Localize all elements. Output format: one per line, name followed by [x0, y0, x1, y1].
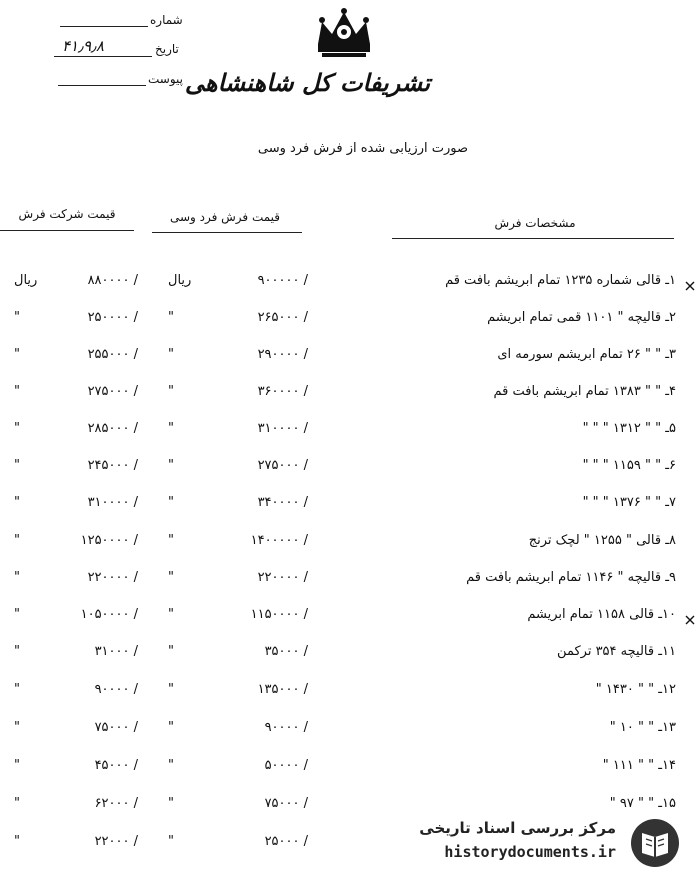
archive-book-logo-icon — [628, 817, 682, 869]
carpet-description: ۸ـ قالی " ۱۲۵۵ " لچک ترنج — [528, 533, 676, 548]
company-unit: " — [14, 607, 20, 622]
carpet-description: ۱۲ـ " " ۱۴۳۰ " — [595, 682, 676, 697]
header-specs: مشخصات فرش — [494, 216, 576, 230]
header-ferdowsi-price: قیمت فرش فرد وسی — [169, 210, 281, 224]
table-row — [0, 384, 700, 410]
ferdowsi-price: ۳۱۰۰۰۰ / — [257, 421, 308, 436]
company-price: ۸۸۰۰۰۰ / — [87, 273, 138, 288]
ferdowsi-price: ۱۴۰۰۰۰۰ / — [250, 533, 308, 548]
header-company-underline — [0, 230, 134, 231]
carpet-description: ۶ـ " " ۱۱۵۹ " " " — [582, 458, 676, 473]
ferdowsi-price: ۳۶۰۰۰۰ / — [257, 384, 308, 399]
header-specs-underline — [392, 238, 674, 239]
company-price: ۳۱۰۰۰۰ / — [87, 495, 138, 510]
ferdowsi-unit: " — [168, 458, 174, 473]
company-price: ۲۵۰۰۰۰ / — [87, 310, 138, 325]
date-line — [54, 56, 152, 57]
table-row — [0, 495, 700, 521]
carpet-description: ۱۱ـ قالیچه ۳۵۴ ترکمن — [557, 644, 676, 659]
ferdowsi-price: ۲۵۰۰۰ / — [264, 834, 308, 849]
company-price: ۶۲۰۰۰ / — [94, 796, 138, 811]
carpet-description: ۳ـ " " ۲۶ تمام ابریشم سورمه ای — [497, 347, 676, 362]
ferdowsi-price: ۱۳۵۰۰۰ / — [257, 682, 308, 697]
attachment-label: پیوست — [148, 72, 183, 86]
header-company-price: قیمت شرکت فرش — [18, 207, 116, 221]
attachment-line — [58, 85, 146, 86]
company-unit: " — [14, 495, 20, 510]
watermark-url: historydocuments.ir — [444, 843, 616, 861]
table-row — [0, 720, 700, 746]
ferdowsi-unit: " — [168, 570, 174, 585]
carpet-description: ۱ـ قالی شماره ۱۲۳۵ تمام ابریشم بافت قم — [445, 273, 676, 288]
ferdowsi-unit: " — [168, 682, 174, 697]
carpet-description: ۲ـ قالیچه " ۱۱۰۱ قمی تمام ابریشم — [487, 310, 676, 325]
ferdowsi-unit: " — [168, 644, 174, 659]
ferdowsi-price: ۳۵۰۰۰ / — [264, 644, 308, 659]
crown-emblem-icon — [312, 6, 376, 62]
ferdowsi-price: ۷۵۰۰۰ / — [264, 796, 308, 811]
ferdowsi-price: ۲۹۰۰۰۰ / — [257, 347, 308, 362]
company-unit: " — [14, 570, 20, 585]
company-price: ۷۵۰۰۰ / — [94, 720, 138, 735]
margin-x-mark-icon — [684, 614, 696, 626]
table-row — [0, 533, 700, 559]
watermark-title: مرکز بررسی اسناد تاریخی — [419, 819, 616, 837]
ferdowsi-unit: " — [168, 347, 174, 362]
company-unit: " — [14, 310, 20, 325]
ferdowsi-price: ۹۰۰۰۰۰ / — [257, 273, 308, 288]
ferdowsi-price: ۱۱۵۰۰۰۰ / — [250, 607, 308, 622]
ferdowsi-unit: " — [168, 796, 174, 811]
table-row — [0, 347, 700, 373]
document-subject: صورت ارزیابی شده از فرش فرد وسی — [257, 141, 468, 156]
carpet-description: ۱۵ـ " " ۹۷ " — [609, 796, 676, 811]
carpet-description: ۱۳ـ " " ۱۰ " — [609, 720, 676, 735]
ferdowsi-unit: " — [168, 495, 174, 510]
margin-x-mark-icon — [684, 280, 696, 292]
table-row — [0, 310, 700, 336]
company-price: ۳۱۰۰۰ / — [94, 644, 138, 659]
ferdowsi-price: ۲۷۵۰۰۰ / — [257, 458, 308, 473]
ferdowsi-unit: " — [168, 533, 174, 548]
ferdowsi-unit: " — [168, 758, 174, 773]
company-unit: " — [14, 834, 20, 849]
company-price: ۲۵۵۰۰۰ / — [87, 347, 138, 362]
company-unit: " — [14, 421, 20, 436]
watermark — [358, 813, 688, 873]
company-unit: " — [14, 682, 20, 697]
date-value: ۴۱٫۹٫۸ — [62, 37, 104, 55]
carpet-description: ۱۴ـ " " ۱۱۱ " — [602, 758, 676, 773]
ferdowsi-unit: " — [168, 310, 174, 325]
ferdowsi-price: ۲۶۵۰۰۰ / — [257, 310, 308, 325]
ferdowsi-unit: " — [168, 421, 174, 436]
company-unit: " — [14, 533, 20, 548]
ferdowsi-unit: ریال — [168, 273, 192, 288]
ferdowsi-price: ۹۰۰۰۰ / — [264, 720, 308, 735]
company-price: ۴۵۰۰۰ / — [94, 758, 138, 773]
organization-name: تشریفات کل شاهنشاهی — [184, 68, 430, 97]
company-unit: " — [14, 384, 20, 399]
ferdowsi-price: ۳۴۰۰۰۰ / — [257, 495, 308, 510]
company-unit: " — [14, 458, 20, 473]
ferdowsi-price: ۵۰۰۰۰ / — [264, 758, 308, 773]
table-row — [0, 458, 700, 484]
company-price: ۲۴۵۰۰۰ / — [87, 458, 138, 473]
company-price: ۲۸۵۰۰۰ / — [87, 421, 138, 436]
number-label: شماره — [150, 13, 183, 27]
company-unit: " — [14, 720, 20, 735]
table-row — [0, 570, 700, 596]
company-unit: " — [14, 758, 20, 773]
table-row — [0, 644, 700, 670]
carpet-description: ۹ـ قالیچه " ۱۱۴۶ تمام ابریشم بافت قم — [466, 570, 676, 585]
company-price: ۲۷۵۰۰۰ / — [87, 384, 138, 399]
carpet-description: ۴ـ " " ۱۳۸۳ تمام ابریشم بافت قم — [493, 384, 676, 399]
company-unit: ریال — [14, 273, 38, 288]
company-price: ۹۰۰۰۰ / — [94, 682, 138, 697]
table-row — [0, 682, 700, 708]
company-unit: " — [14, 644, 20, 659]
company-unit: " — [14, 347, 20, 362]
number-line — [60, 26, 148, 27]
carpet-description: ۵ـ " " ۱۳۱۲ " " " — [582, 421, 676, 436]
ferdowsi-price: ۲۲۰۰۰۰ / — [257, 570, 308, 585]
table-row — [0, 273, 700, 299]
table-row — [0, 758, 700, 784]
ferdowsi-unit: " — [168, 720, 174, 735]
company-price: ۱۲۵۰۰۰۰ / — [80, 533, 138, 548]
company-price: ۲۲۰۰۰۰ / — [87, 570, 138, 585]
company-price: ۱۰۵۰۰۰۰ / — [80, 607, 138, 622]
header-ferdowsi-underline — [152, 232, 302, 233]
table-row — [0, 607, 700, 633]
date-label: تاریخ — [155, 42, 179, 56]
company-price: ۲۲۰۰۰ / — [94, 834, 138, 849]
ferdowsi-unit: " — [168, 834, 174, 849]
table-row — [0, 421, 700, 447]
carpet-description: ۱۰ـ قالی ۱۱۵۸ تمام ابریشم — [527, 607, 676, 622]
company-unit: " — [14, 796, 20, 811]
ferdowsi-unit: " — [168, 384, 174, 399]
ferdowsi-unit: " — [168, 607, 174, 622]
carpet-description: ۷ـ " " ۱۳۷۶ " " " — [582, 495, 676, 510]
